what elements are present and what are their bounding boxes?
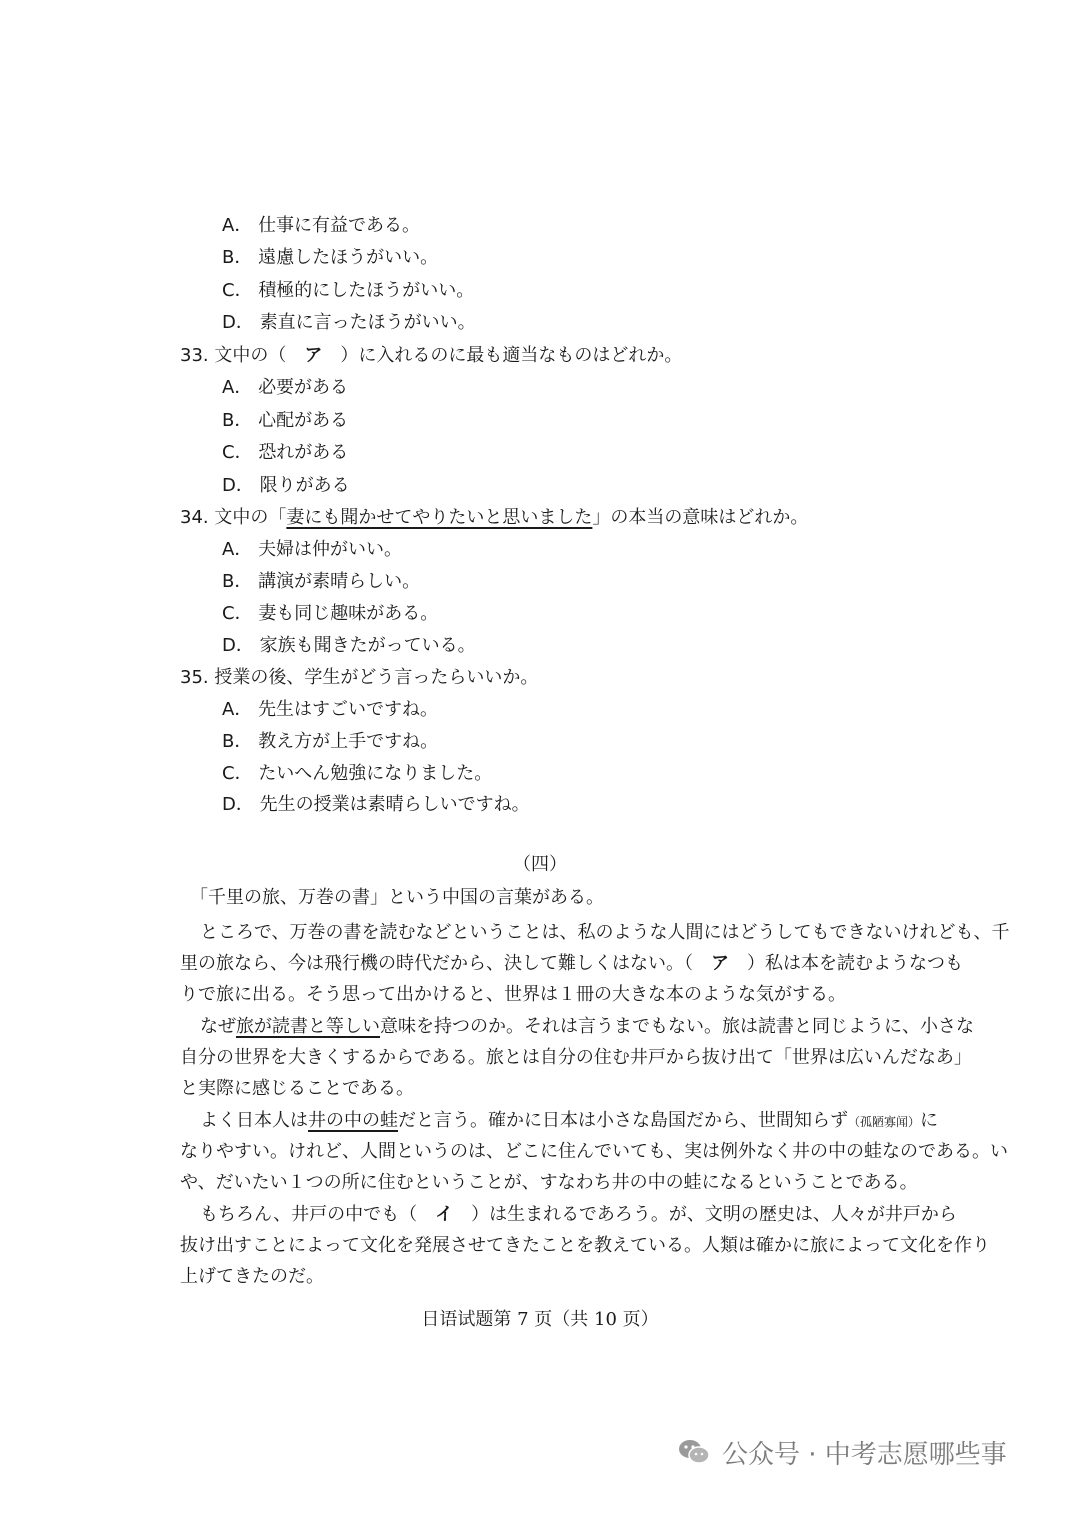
underlined-phrase: 井の中の蛙 bbox=[308, 1110, 398, 1131]
passage-p5-line3: 上げてきたのだ。 bbox=[180, 1266, 324, 1287]
option-35-a: A． 先生はすごいですね。 bbox=[222, 699, 439, 720]
option-35-c: C． たいへん勉強になりました。 bbox=[222, 763, 493, 784]
passage-p2-line2: 里の旅なら、今は飛行機の時代だから、決して難しくはない。（ ア ）私は本を読むようなつも bbox=[180, 953, 963, 974]
passage-p2-line3: りで旅に出る。そう思って出かけると、世界は１冊の大きな本のような気がする。 bbox=[180, 984, 846, 1005]
page-footer: 日语试题第 7 页（共 10 页） bbox=[421, 1309, 659, 1330]
option-33-b: B． 心配がある bbox=[222, 410, 349, 431]
passage-p3-line2: 自分の世界を大きくするからである。旅とは自分の住む井戸から抜け出て「世界は広いんだなあ」 bbox=[180, 1047, 972, 1068]
option-35-b: B． 教え方が上手ですね。 bbox=[222, 731, 439, 752]
option-32-b: B． 遠慮したほうがいい。 bbox=[222, 247, 439, 268]
option-34-c: C． 妻も同じ趣味がある。 bbox=[222, 603, 439, 624]
watermark bbox=[676, 1432, 1007, 1472]
option-34-b: B． 講演が素晴らしい。 bbox=[222, 571, 421, 592]
chinese-note: （孤陋寡闻） bbox=[848, 1115, 921, 1129]
underlined-phrase: 妻にも聞かせてやりたいと思いました bbox=[286, 507, 593, 528]
option-34-a: A． 夫婦は仲がいい。 bbox=[222, 539, 403, 560]
passage-p2-line1: ところで、万巻の書を読むなどということは、私のような人間にはどうしてもできないけれども、千 bbox=[200, 922, 1010, 943]
option-33-d: D． 限りがある bbox=[222, 475, 350, 496]
passage-p3-line3: と実際に感じることである。 bbox=[180, 1078, 414, 1099]
option-34-d: D． 家族も聞きたがっている。 bbox=[222, 635, 476, 656]
watermark-text: 公众号 · 中考志愿哪些事 bbox=[722, 1439, 1007, 1470]
blank-a: ア bbox=[304, 345, 323, 366]
passage-p4-line1: よく日本人は井の中の蛙だと言う。確かに日本は小さな島国だから、世間知らず（孤陋寡闻）に bbox=[200, 1110, 939, 1131]
question-34: 34. 文中の「妻にも聞かせてやりたいと思いました」の本当の意味はどれか。 bbox=[180, 507, 809, 528]
passage-p5-line2: 抜け出すことによって文化を発展させてきたことを教えている。人類は確かに旅によって文化を作り bbox=[180, 1235, 990, 1256]
option-33-a: A． 必要がある bbox=[222, 377, 349, 398]
option-32-c: C． 積極的にしたほうがいい。 bbox=[222, 280, 475, 301]
section-heading: （四） bbox=[513, 854, 567, 875]
blank-i: イ bbox=[435, 1204, 454, 1225]
underlined-phrase: 旅が読書と等しい bbox=[236, 1016, 380, 1037]
passage-p4-line3: や、だいたい１つの所に住むということが、すなわち井の中の蛙になるということである。 bbox=[180, 1172, 918, 1193]
option-35-d: D． 先生の授業は素晴らしいですね。 bbox=[222, 794, 530, 815]
question-33: 33. 文中の（ ア ）に入れるのに最も適当なものはどれか。 bbox=[180, 345, 683, 366]
option-32-d: D． 素直に言ったほうがいい。 bbox=[222, 312, 476, 333]
passage-p3-line1: なぜ旅が読書と等しい意味を持つのか。それは言うまでもない。旅は読書と同じように、小さな bbox=[200, 1016, 974, 1037]
passage-p4-line2: なりやすい。けれど、人間というのは、どこに住んでいても、実は例外なく井の中の蛙なのである。い bbox=[180, 1141, 1008, 1162]
passage-p1: 「千里の旅、万巻の書」という中国の言葉がある。 bbox=[190, 887, 604, 908]
wechat-icon bbox=[676, 1434, 712, 1470]
question-35: 35. 授業の後、学生がどう言ったらいいか。 bbox=[180, 667, 539, 688]
passage-p5-line1: もちろん、井戸の中でも（ イ ）は生まれるであろう。が、文明の歴史は、人々が井戸から bbox=[200, 1204, 957, 1225]
option-32-a: A． 仕事に有益である。 bbox=[222, 215, 421, 236]
blank-a: ア bbox=[711, 953, 729, 974]
option-33-c: C． 恐れがある bbox=[222, 442, 349, 463]
